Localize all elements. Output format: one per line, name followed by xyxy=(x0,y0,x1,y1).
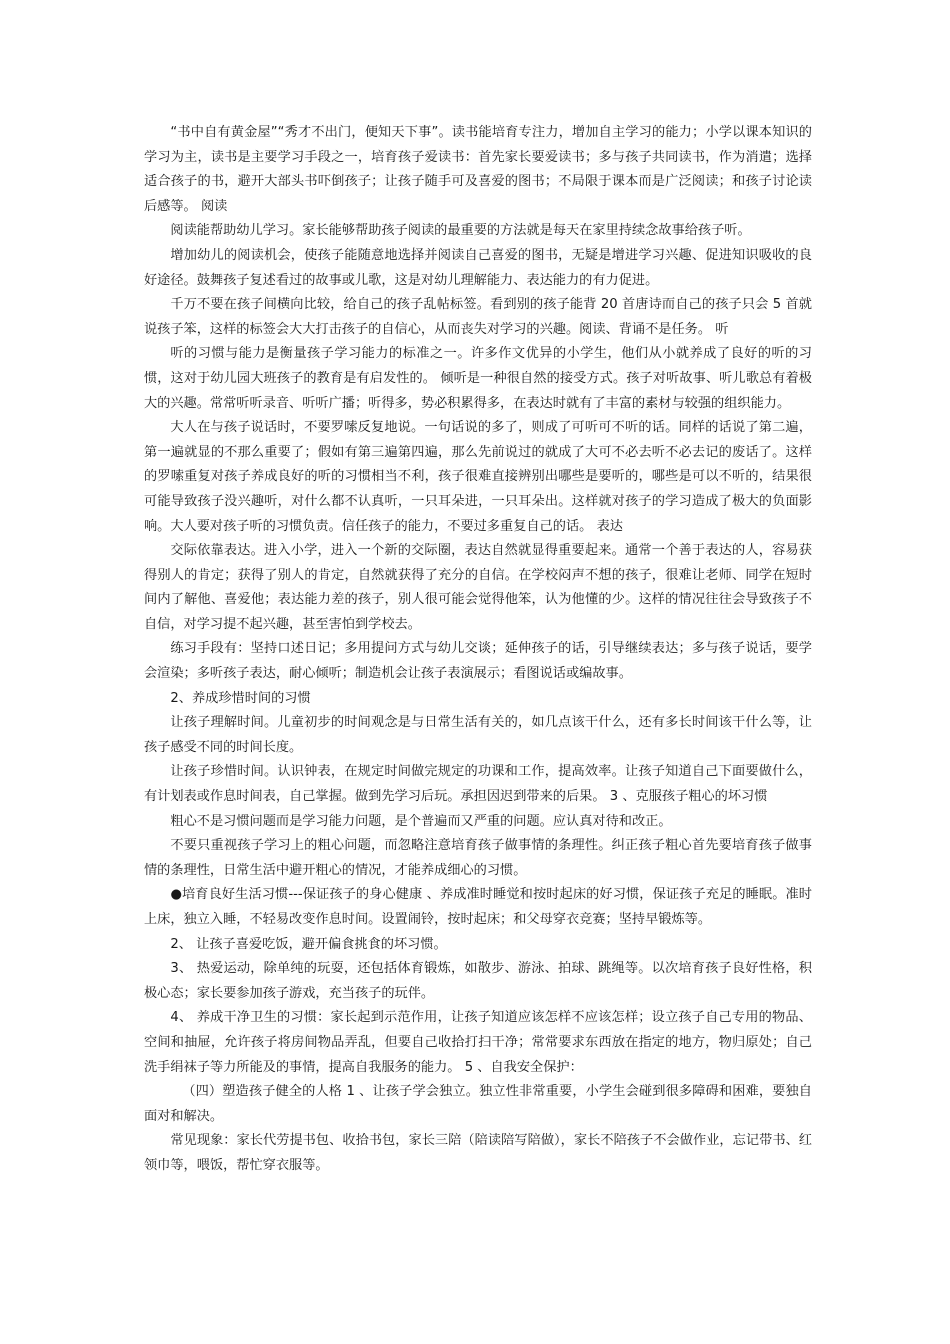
paragraph-common-phenomena: 常见现象：家长代劳提书包、收拾书包，家长三陪（陪读陪写陪做），家长不陪孩子不会做作业，忘记带书、红领巾等，喂饭，帮忙穿衣服等。 xyxy=(144,1133,812,1173)
paragraph-understand-time: 让孩子理解时间。儿童初步的时间观念是与日常生活有关的，如几点该干什么，还有多长时间该干什么等，让孩子感受不同的时间长度。 xyxy=(144,715,812,755)
paragraph-living-habits: ●培育良好生活习惯---保证孩子的身心健康 、养成准时睡觉和按时起床的好习惯，保证孩子充足的睡眠。准时上床，独立入睡，不轻易改变作息时间。设置闹铃，按时起床；和父母穿衣竞赛；坚持早锻炼等。 xyxy=(144,887,812,927)
paragraph-no-comparison: 千万不要在孩子间横向比较，给自己的孩子乱帖标签。看到别的孩子能背 20 首唐诗而自己的孩子只会 5 首就说孩子笨，这样的标签会大大打击孩子的自信心，从而丧失对学习的兴趣。阅读、背诵不是任务。 听 xyxy=(144,297,812,337)
document-body xyxy=(144,121,812,1179)
paragraph-listening-habit: 听的习惯与能力是衡量孩子学习能力的标准之一。许多作文优异的小学生，他们从小就养成了良好的听的习惯，这对于幼儿园大班孩子的教育是有启发性的。 倾听是一种很自然的接受方式。孩子对听故事、听儿歌总有着极大的兴趣。常常听听录音、听听广播；听得多，势必积累得多，在表达时就有了丰富的素材与较强的组织能力。 xyxy=(144,346,812,411)
paragraph-no-repetition: 大人在与孩子说话时，不要罗嗦反复地说。一句话说的多了，则成了可听可不听的话。同样的话说了第二遍，第一遍就显的不那么重要了；假如有第三遍第四遍，那么先前说过的就成了大可不必去听不必去记的废话了。这样的罗嗦重复对孩子养成良好的听的习惯相当不利，孩子很难直接辨别出哪些是要听的，哪些是可以不听的，结果很可能导致孩子没兴趣听，对什么都不认真听，一只耳朵进，一只耳朵出。这样就对孩子的学习造成了极大的负面影响。大人要对孩子听的习惯负责。信任孩子的能力，不要过多重复自己的话。 表达 xyxy=(144,420,812,534)
paragraph-reading-intro: “书中自有黄金屋”“秀才不出门，便知天下事”。读书能培育专注力，增加自主学习的能力；小学以课本知识的学习为主，读书是主要学习手段之一，培育孩子爱读书：首先家长要爱读书；多与孩子共同读书，作为消遣；选择适合孩子的书，避开大部头书吓倒孩子；让孩子随手可及喜爱的图书；不局限于课本而是广泛阅读；和孩子讨论读后感等。 阅读 xyxy=(144,125,812,214)
paragraph-eating: 2、 让孩子喜爱吃饭，避开偏食挑食的坏习惯。 xyxy=(170,936,447,952)
section-heading-time-habit: 2、养成珍惜时间的习惯 xyxy=(170,690,311,706)
paragraph-independence: （四）塑造孩子健全的人格 1 、让孩子学会独立。独立性非常重要，小学生会碰到很多障碍和困难，要独自面对和解决。 xyxy=(144,1084,812,1124)
paragraph-carelessness: 粗心不是习惯问题而是学习能力问题，是个普遍而又严重的问题。应认真对待和改正。 xyxy=(170,813,672,829)
paragraph-hygiene: 4、 养成干净卫生的习惯：家长起到示范作用，让孩子知道应该怎样不应该怎样；设立孩子自己专用的物品、空间和抽屉，允许孩子将房间物品弄乱，但要自己收拾打扫干净；常常要求东西放在指定的地方，物归原处；自己洗手绢袜子等力所能及的事情，提高自我服务的能力。 5 、自我安全保护： xyxy=(144,1010,812,1075)
paragraph-cherish-time: 让孩子珍惜时间。认识钟表，在规定时间做完规定的功课和工作，提高效率。让孩子知道自己下面要做什么，有计划表或作息时间表，自己掌握。做到先学习后玩。承担因迟到带来的后果。 3 、克服孩子粗心的坏习惯 xyxy=(144,764,812,805)
paragraph-orderliness: 不要只重视孩子学习上的粗心问题，而忽略注意培育孩子做事情的条理性。纠正孩子粗心首先要培育孩子做事情的条理性，日常生活中避开粗心的情况，才能养成细心的习惯。 xyxy=(144,838,812,878)
paragraph-exercise: 3、 热爱运动，除单纯的玩耍，还包括体育锻炼，如散步、游泳、拍球、跳绳等。以次培育孩子良好性格，积极心态；家长要参加孩子游戏，充当孩子的玩伴。 xyxy=(144,961,812,1001)
paragraph-reading-opportunity: 增加幼儿的阅读机会，使孩子能随意地选择并阅读自己喜爱的图书，无疑是增进学习兴趣、促进知识吸收的良好途径。鼓舞孩子复述看过的故事或儿歌，这是对幼儿理解能力、表达能力的有力促进。 xyxy=(144,247,812,288)
paragraph-expression: 交际依靠表达。进入小学，进入一个新的交际圈，表达自然就显得重要起来。通常一个善于表达的人，容易获得别人的肯定；获得了别人的肯定，自然就获得了充分的自信。在学校闷声不想的孩子，很难让老师、同学在短时间内了解他、喜爱他；表达能力差的孩子，别人很可能会觉得他笨，认为他懂的少。这样的情况往往会导致孩子不自信，对学习提不起兴趣，甚至害怕到学校去。 xyxy=(144,543,812,632)
paragraph-practice-methods: 练习手段有：坚持口述日记；多用提问方式与幼儿交谈；延伸孩子的话，引导继续表达；多与孩子说话，要学会渲染；多听孩子表达，耐心倾听；制造机会让孩子表演展示；看图说话或编故事。 xyxy=(144,641,812,682)
paragraph-reading-help: 阅读能帮助幼儿学习。家长能够帮助孩子阅读的最重要的方法就是每天在家里持续念故事给孩子听。 xyxy=(170,223,751,239)
